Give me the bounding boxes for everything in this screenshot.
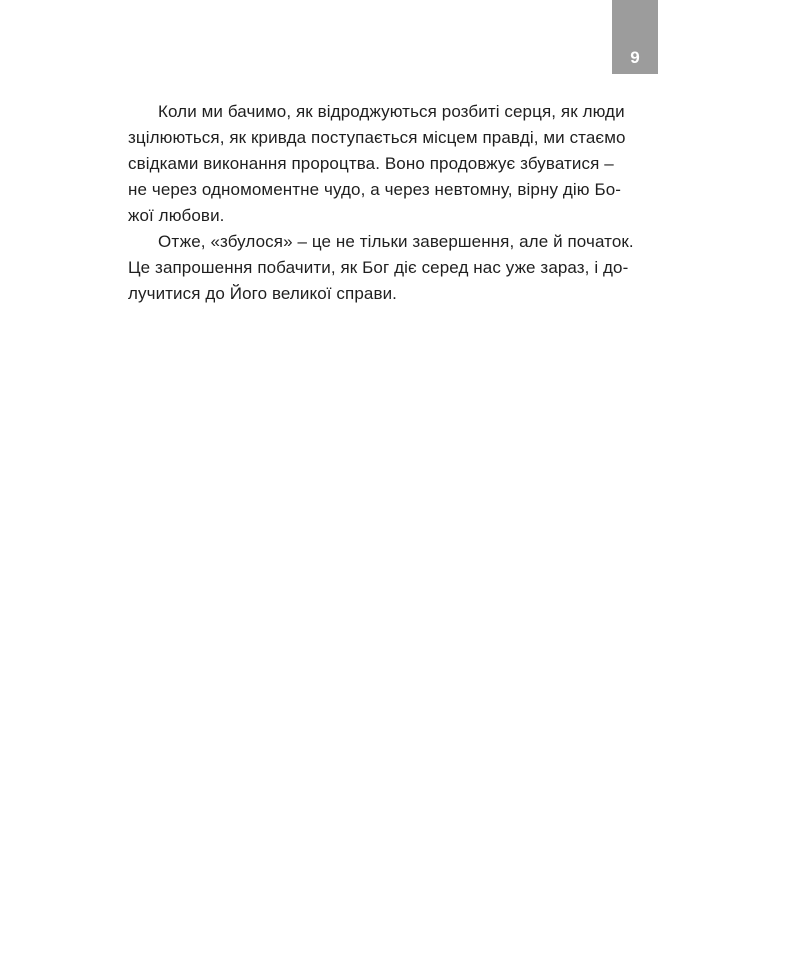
text-line: Це запрошення побачити, як Бог діє серед нас уже зараз, і до- bbox=[128, 258, 629, 277]
text-line: свідками виконання пророцтва. Воно продовжує збуватися – bbox=[128, 154, 614, 173]
page-number: 9 bbox=[630, 48, 640, 67]
text-line: Отже, «збулося» – це не тільки завершення, але й початок. bbox=[158, 232, 634, 251]
text-line: зцілюються, як кривда поступається місцем правді, ми стаємо bbox=[128, 128, 626, 147]
text-line: лучитися до Його великої справи. bbox=[128, 284, 397, 303]
text-line: Коли ми бачимо, як відроджуються розбиті серця, як люди bbox=[158, 102, 625, 121]
text-line: не через одномоментне чудо, а через невтомну, вірну дію Бо- bbox=[128, 180, 622, 199]
page-number-tab bbox=[612, 0, 658, 74]
text-line: жої любови. bbox=[128, 206, 225, 225]
